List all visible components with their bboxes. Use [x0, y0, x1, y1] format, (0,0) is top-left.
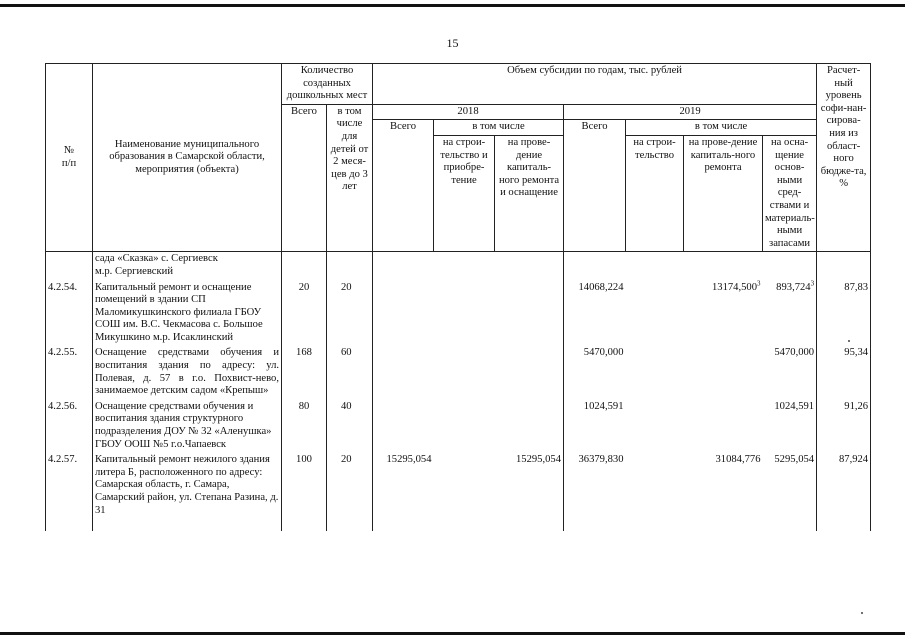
row-level: 87,83 [817, 279, 871, 345]
row-level: 87,924 [817, 451, 871, 531]
header-2018-repair: на прове-дение капиталь-ного ремонта и оснащение [495, 135, 564, 251]
footnote-mark: 3 [810, 278, 815, 287]
header-year-2019: 2019 [564, 104, 817, 120]
row-index: 4.2.56. [46, 398, 93, 451]
header-index: № п/п [46, 64, 93, 252]
row-2018-repair [495, 398, 564, 451]
row-2018-construction [434, 398, 495, 451]
row-2018-construction [434, 451, 495, 531]
page-number: 15 [446, 36, 459, 50]
header-2019-incl: в том числе [626, 120, 817, 136]
row-places-under3: 20 [327, 451, 373, 531]
row-places-total: 20 [282, 279, 327, 345]
row-2019-equipment-value: 893,724 [776, 281, 811, 293]
row-2018-total [373, 398, 434, 451]
row-2019-equipment [763, 279, 817, 345]
row-places-under3: 20 [327, 279, 373, 345]
row-name: Капитальный ремонт нежилого здания литера Б, расположенного по адресу: Самарская область, г. Самара, Самарский район, ул. Степана Разина, д. 31 [93, 451, 282, 531]
row-index: 4.2.55. [46, 344, 93, 397]
row-2019-repair [684, 344, 763, 397]
row-name: Оснащение средствами обучения и воспитания здания структурного подразделения ДОУ № 32 «Аленушка» ГБОУ ООШ №5 г.о.Чапаевск [93, 398, 282, 451]
row-places-total: 80 [282, 398, 327, 451]
table-row [46, 344, 871, 397]
header-2019-total: Всего [564, 120, 626, 252]
header-places: Количество созданных дошкольных мест [282, 64, 373, 105]
row-name: Капитальный ремонт и оснащение помещений в здании СП Маломикушкинского филиала ГБОУ СОШ им. В.С. Чекмасова с. Большое Микушкино м.р. Исаклинский [93, 279, 282, 345]
row-places-under3: 60 [327, 344, 373, 397]
row-2018-construction [434, 344, 495, 397]
header-2018-incl: в том числе [434, 120, 564, 136]
row-2019-equipment: 5295,054 [763, 451, 817, 531]
subsidy-table [45, 63, 871, 531]
header-2018-total: Всего [373, 120, 434, 252]
row-level: 91,26 [817, 398, 871, 451]
top-rule [0, 4, 905, 7]
header-2019-equipment: на осна-щение основ-ными сред-ствами и материаль-ными запасами [763, 135, 817, 251]
row-2019-construction [626, 279, 684, 345]
header-name: Наименование муниципального образования в Самарской области, мероприятия (объекта) [93, 64, 282, 252]
table-row [46, 398, 871, 451]
row-places-total: 168 [282, 344, 327, 397]
row-2018-repair [495, 279, 564, 345]
scan-speck [861, 612, 863, 614]
header-places-total: Всего [282, 104, 327, 252]
row-2019-construction [626, 344, 684, 397]
row-2019-total: 36379,830 [564, 451, 626, 531]
row-2018-construction [434, 279, 495, 345]
continuation-row [46, 252, 871, 279]
row-places-total: 100 [282, 451, 327, 531]
row-2019-construction [626, 451, 684, 531]
scan-speck [848, 340, 850, 342]
row-index: 4.2.57. [46, 451, 93, 531]
table-row [46, 279, 871, 345]
row-index: 4.2.54. [46, 279, 93, 345]
footnote-mark: 3 [757, 278, 761, 287]
row-2018-total [373, 279, 434, 345]
row-2019-construction [626, 398, 684, 451]
row-2019-total: 14068,224 [564, 279, 626, 345]
header-2019-repair: на прове-дение капиталь-ного ремонта [684, 135, 763, 251]
header-2018-construction: на строи-тельство и приобре-тение [434, 135, 495, 251]
row-2018-repair [495, 344, 564, 397]
header-2019-construction: на строи-тельство [626, 135, 684, 251]
row-places-under3: 40 [327, 398, 373, 451]
continuation-text: сада «Сказка» с. Сергиевск м.р. Сергиевский [93, 252, 282, 279]
header-level: Расчет-ный уровень софи-нан-сирова-ния из област-ного бюдже-та, % [817, 64, 871, 252]
row-name: Оснащение средствами обучения и воспитания здания по адресу: ул. Полевая, д. 57 в г.о. Похвист-нево, занимаемое детским садом «Крепыш» [93, 344, 282, 397]
row-2019-repair: 31084,776 [715, 454, 761, 466]
row-2018-repair: 15295,054 [515, 454, 562, 466]
row-2019-total: 5470,000 [564, 344, 626, 397]
header-year-2018: 2018 [373, 104, 564, 120]
row-2019-repair [684, 398, 763, 451]
row-2018-total: 15295,054 [373, 451, 434, 531]
header-subsidy: Объем субсидии по годам, тыс. рублей [373, 64, 817, 105]
row-level: 95,34 [817, 344, 871, 397]
table-row [46, 451, 871, 531]
header-places-under3: в том числе для детей от 2 меся-цев до 3 лет [327, 104, 373, 252]
row-2019-repair-value: 13174,500 [711, 281, 758, 293]
bottom-rule [0, 632, 905, 635]
row-2018-total [373, 344, 434, 397]
row-2019-equipment: 1024,591 [763, 398, 817, 451]
row-2019-repair [684, 279, 763, 345]
header-row-1 [46, 64, 871, 105]
row-2019-total: 1024,591 [564, 398, 626, 451]
row-2019-equipment: 5470,000 [763, 344, 817, 397]
